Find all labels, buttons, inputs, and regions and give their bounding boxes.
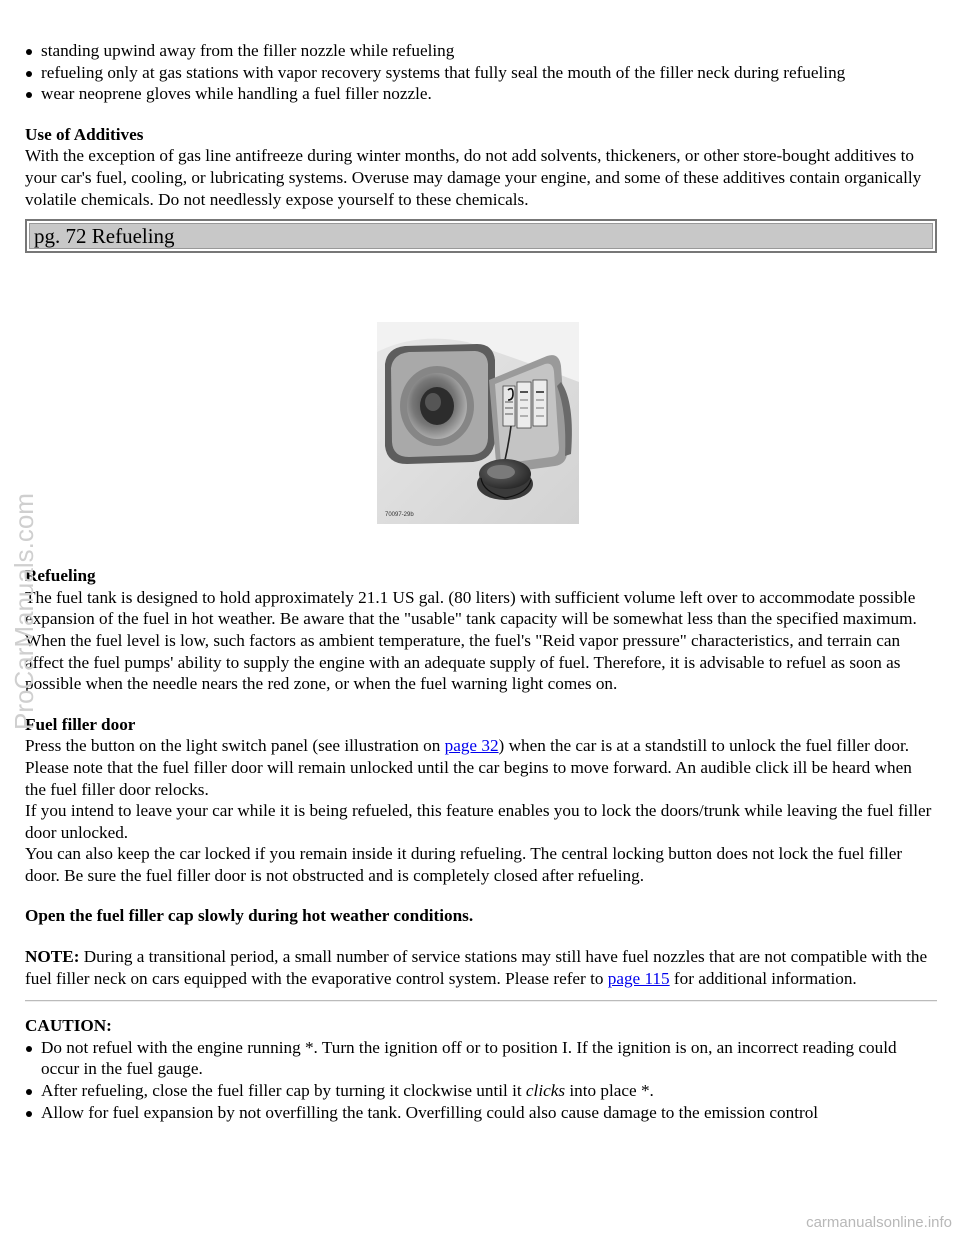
- caution-item: After refueling, close the fuel filler cap by turning it clockwise until it clicks into place *.: [25, 1080, 937, 1102]
- additives-heading: Use of Additives: [25, 124, 144, 144]
- safety-bullet-list: [25, 40, 937, 105]
- note-paragraph: NOTE: During a transitional period, a small number of service stations may still have fuel nozzles that are not compatible with the fuel filler neck on cars equipped with the evaporative control system. Please refer to page 115 for additional information.: [25, 947, 928, 988]
- section-title-bar: pg. 72 Refueling: [25, 219, 937, 253]
- page-32-link[interactable]: page 32: [444, 736, 499, 756]
- refueling-heading: Refueling: [25, 566, 96, 586]
- figure-code: 70097-29b: [385, 512, 414, 519]
- side-watermark: ProCarManuals.com: [9, 493, 39, 730]
- additives-body: With the exception of gas line antifreeze during winter months, do not add solvents, thickeners, or other store-bought additives to your car's fuel, cooling, or lubricating systems. Overuse may damage your engine, and some of these additives contain organically volatile chemicals. Do not needlessly expose yourself to these chemicals.: [25, 146, 922, 209]
- divider: [25, 1000, 937, 1002]
- manual-page: [25, 40, 937, 1123]
- refueling-body: The fuel tank is designed to hold approximately 21.1 US gal. (80 liters) with sufficient volume left over to accommodate possible expansion of the fuel in hot weather. Be aware that the "usable" tank capacity will be somewhat less than the specified maximum. When the fuel level is low, such factors as ambient temperature, the fuel's "Reid vapor pressure" characteristics, and terrain can affect the fuel pumps' ability to supply the engine with an adequate supply of fuel. Therefore, it is advisable to refuel as soon as possible when the needle nears the red zone, or when the fuel warning light comes on.: [25, 587, 917, 694]
- filler-door-heading: Fuel filler door: [25, 714, 136, 734]
- page-115-link[interactable]: page 115: [607, 968, 670, 988]
- bullet-item: standing upwind away from the filler nozzle while refueling: [25, 40, 937, 62]
- fuel-filler-illustration: [377, 322, 579, 524]
- caution-item: Do not refuel with the engine running *. Turn the ignition off or to position I. If the ignition is on, an incorrect reading could occur in the fuel gauge.: [25, 1037, 937, 1080]
- note-label: NOTE:: [25, 947, 80, 967]
- filler-door-paragraph-2: If you intend to leave your car while it is being refueled, this feature enables you to lock the doors/trunk while leaving the fuel filler door unlocked.: [25, 801, 932, 842]
- figure-area: [25, 253, 937, 565]
- bottom-watermark: carmanualsonline.info: [806, 1214, 952, 1232]
- bullet-item: wear neoprene gloves while handling a fuel filler nozzle.: [25, 83, 937, 105]
- filler-door-paragraph-3: You can also keep the car locked if you remain inside it during refueling. The central locking button does not lock the fuel filler door. Be sure the fuel filler door is not obstructed and is completely closed after refueling.: [25, 844, 903, 885]
- caution-item: Allow for fuel expansion by not overfilling the tank. Overfilling could also cause damage to the emission control: [25, 1102, 937, 1124]
- caution-heading: CAUTION:: [25, 1016, 112, 1036]
- caution-bullet-list: [25, 1037, 937, 1123]
- bullet-item: refueling only at gas stations with vapor recovery systems that fully seal the mouth of the filler neck during refueling: [25, 62, 937, 84]
- hot-weather-warning: Open the fuel filler cap slowly during hot weather conditions.: [25, 906, 474, 926]
- filler-door-paragraph-1: Press the button on the light switch panel (see illustration on page 32) when the car is at a standstill to unlock the fuel filler door. Please note that the fuel filler door will remain unlocked until the car begins to move forward. An audible click ill be heard when the fuel filler door relocks.: [25, 736, 912, 799]
